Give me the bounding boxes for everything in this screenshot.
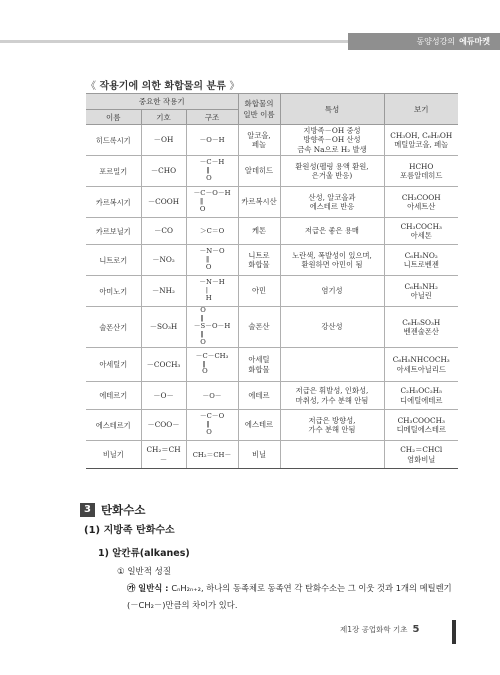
row-structure [186, 218, 238, 245]
row-example [384, 441, 458, 469]
row-structure [186, 156, 238, 187]
row-general [238, 276, 280, 307]
row-example [384, 382, 458, 410]
row-symbol-text: CH₂＝CH－ [146, 445, 181, 464]
row-general [238, 382, 280, 410]
table-row [86, 218, 458, 245]
row-general-text: 비닐 [251, 449, 267, 459]
row-property [280, 156, 384, 187]
table-row [86, 276, 458, 307]
row-example [384, 348, 458, 382]
row-name-text: 술폰산기 [99, 322, 128, 332]
row-example [384, 125, 458, 156]
row-name [86, 410, 141, 441]
row-structure-text: O ‖ －S－O－H ‖ O [193, 306, 231, 346]
row-general [238, 410, 280, 441]
subsubsection-title: 1) 알칸류(alkanes) [98, 548, 190, 559]
row-symbol [141, 441, 186, 469]
section-heading [80, 499, 146, 517]
row-symbol [141, 382, 186, 410]
row-property-text: 강산성 [321, 322, 343, 332]
row-property [280, 307, 384, 348]
row-example [384, 218, 458, 245]
row-name [86, 156, 141, 187]
row-property [280, 125, 384, 156]
paragraph-text: CₙH₂ₙ₊₂, 하나의 동족체로 동족연 각 탄화수소는 그 이웃 것과 1개의 메틸렌기 (－CH₂－)만큼의 차이가 있다. [127, 583, 452, 610]
column-header-name: 이름 [86, 110, 141, 125]
row-symbol [141, 276, 186, 307]
row-structure-text: －O－H [199, 136, 225, 145]
row-general [238, 156, 280, 187]
row-name [86, 382, 141, 410]
table-row [86, 382, 458, 410]
row-general-text: 아민 [251, 286, 267, 296]
section-title: 탄화수소 [101, 502, 146, 517]
row-structure [186, 125, 238, 156]
row-structure [186, 348, 238, 382]
row-symbol-text: －SO₃H [149, 322, 178, 332]
row-symbol-text: －COOH [147, 197, 180, 207]
row-name [86, 187, 141, 218]
row-name-text: 비닐기 [102, 450, 124, 459]
row-example-text: C₆H₅NHCOCH₃ 아세트아닐리드 [392, 355, 450, 374]
row-example-text: C₆H₅SO₃H 벤젠술폰산 [402, 317, 441, 336]
table-row [86, 307, 458, 348]
row-structure-text: －O－ [202, 391, 222, 400]
heading-title: 작용기에 의한 화합물의 분류 [99, 81, 226, 92]
row-structure [186, 410, 238, 441]
row-general-text: 알데히드 [244, 166, 274, 176]
row-general [238, 187, 280, 218]
header-tag [348, 33, 500, 50]
row-symbol [141, 156, 186, 187]
row-name-text: 에스테르기 [95, 420, 131, 430]
row-name-text: 아세틸기 [99, 360, 128, 369]
row-name [86, 218, 141, 245]
row-property [280, 410, 384, 441]
row-name [86, 307, 141, 348]
row-general-text: 카르복시산 [241, 197, 277, 207]
row-example-text: CH₃COOH 아세트산 [401, 192, 441, 211]
row-name [86, 276, 141, 307]
column-header-symbol: 기호 [141, 110, 186, 125]
row-example-text: CH₃OH, C₆H₅OH 메틸알코올, 페놀 [390, 130, 453, 149]
row-general-text: 니트로 화합물 [248, 250, 270, 269]
row-name-text: 카르복시기 [95, 197, 131, 207]
row-structure [186, 382, 238, 410]
row-structure [186, 441, 238, 469]
subsection-title: (1) 지방족 탄화수소 [84, 525, 175, 536]
row-general [238, 125, 280, 156]
row-name-text: 니트로기 [99, 255, 128, 265]
row-general-text: 알코올, 페놀 [247, 130, 271, 149]
row-structure-text: －C－H ‖ O [199, 158, 225, 182]
row-example-text: C₆H₅NH₂ 아닐린 [404, 281, 438, 300]
heading-open-mark: 《 [86, 81, 96, 92]
row-symbol-text: －CO [154, 226, 173, 236]
table-row [86, 125, 458, 156]
row-structure-text: －C－O ‖ O [199, 412, 225, 436]
row-example-text: CH₂＝CHCl 염화비닐 [400, 445, 443, 464]
row-general-text: 술폰산 [248, 322, 270, 332]
heading-close-mark: 》 [229, 81, 240, 92]
row-structure-text: －C－O－H ‖ O [193, 189, 231, 213]
row-property [280, 348, 384, 382]
row-general [238, 348, 280, 382]
row-example-text: CH₃COOCH₃ 디메틸에스테르 [396, 415, 446, 434]
section-number: 3 [80, 503, 95, 517]
row-example [384, 245, 458, 276]
row-structure-text: CH₂＝CH－ [192, 450, 232, 459]
row-name-text: 포르밀기 [99, 166, 128, 176]
row-example-text: C₂H₅OC₂H₅ 디에틸에테르 [400, 386, 443, 405]
row-structure [186, 187, 238, 218]
paragraph-lead: ㉮ 일반식 : [127, 583, 172, 593]
row-name [86, 441, 141, 469]
column-header-structure: 구조 [186, 110, 238, 125]
row-property-text: 환원성(펠링 용액 환원, 은거울 반응) [295, 161, 369, 180]
header-brand: 에듀마켓 [459, 37, 490, 46]
column-header-example: 보기 [384, 94, 458, 125]
row-structure [186, 276, 238, 307]
table-heading [86, 77, 239, 92]
row-property [280, 245, 384, 276]
header-series: 동양성강의 [416, 37, 456, 46]
row-structure-text: －N－O ‖ O [199, 247, 225, 271]
row-symbol [141, 218, 186, 245]
row-property [280, 382, 384, 410]
top-header-bar [0, 33, 500, 50]
row-example [384, 410, 458, 441]
footer-chapter: 제1장 공업화학 기초 [340, 625, 408, 634]
row-name-text: 히드록시기 [95, 135, 131, 145]
table-row [86, 410, 458, 441]
row-symbol-text: －NO₂ [152, 255, 175, 265]
table-row [86, 156, 458, 187]
table-row [86, 441, 458, 469]
row-structure-text: ＞C＝O [199, 227, 225, 236]
group-header: 중요한 작용기 [86, 94, 238, 110]
row-property-text: 염기성 [321, 286, 343, 296]
row-example-text: HCHO 포름알데히드 [400, 161, 443, 180]
row-general [238, 307, 280, 348]
row-structure [186, 307, 238, 348]
row-general [238, 218, 280, 245]
row-general-text: 케톤 [251, 226, 267, 236]
row-property-text: 지방족－OH 중성 방향족－OH 산성 금속 Na으로 H₂ 발생 [297, 126, 367, 154]
row-structure-text: －N－H | H [199, 278, 225, 302]
row-example [384, 156, 458, 187]
row-symbol-text: －OH [153, 135, 174, 145]
row-symbol-text: －O－ [153, 390, 174, 400]
row-property-text: 저급은 방향성, 가수 분해 안됨 [308, 415, 356, 434]
row-symbol [141, 348, 186, 382]
body-paragraph [127, 580, 463, 614]
row-general-text: 에테르 [248, 390, 270, 400]
page-footer [340, 624, 419, 635]
row-structure-text: －C－CH₃ ‖ O [195, 351, 229, 376]
row-structure [186, 245, 238, 276]
row-example-text: CH₃COCH₃ 아세톤 [400, 221, 442, 240]
row-name-text: 카르보닐기 [95, 226, 131, 236]
row-property-text: 저급은 좋은 용매 [305, 226, 359, 236]
table-row [86, 245, 458, 276]
row-name-text: 아미노기 [99, 286, 128, 296]
row-general-text: 아세틸 화합물 [248, 355, 270, 374]
row-property-text: 노란색, 폭발성이 있으며, 환원하면 아민이 됨 [292, 250, 372, 269]
row-symbol [141, 307, 186, 348]
row-symbol [141, 410, 186, 441]
table-row [86, 348, 458, 382]
item-title: ① 일반적 성질 [117, 567, 172, 577]
row-symbol-text: －NH₂ [152, 286, 175, 296]
row-symbol [141, 245, 186, 276]
row-property-text: 산성, 알코올과 에스테르 반응 [308, 192, 356, 211]
row-property [280, 218, 384, 245]
row-property-text: 저급은 휘발성, 인화성, 마취성, 가수 분해 안됨 [295, 386, 369, 405]
row-property [280, 441, 384, 469]
row-name [86, 245, 141, 276]
row-general [238, 441, 280, 469]
row-example [384, 276, 458, 307]
functional-group-table [86, 93, 458, 469]
row-name [86, 125, 141, 156]
row-symbol [141, 187, 186, 218]
column-header-property: 특성 [280, 94, 384, 125]
row-example [384, 187, 458, 218]
table-row [86, 187, 458, 218]
row-symbol-text: －COO－ [147, 420, 180, 430]
row-name-text: 에테르기 [99, 391, 128, 400]
page-number: 5 [412, 624, 420, 635]
row-general-text: 에스테르 [244, 420, 274, 430]
footer-rule [452, 620, 456, 644]
row-general [238, 245, 280, 276]
row-property [280, 276, 384, 307]
column-header-general: 화합물의 일반 이름 [238, 94, 280, 125]
row-property [280, 187, 384, 218]
row-name [86, 348, 141, 382]
row-symbol-text: －COCH₃ [146, 359, 181, 369]
row-example-text: C₆H₅NO₂ 니트로벤젠 [403, 250, 439, 269]
row-example [384, 307, 458, 348]
row-symbol [141, 125, 186, 156]
row-symbol-text: －CHO [150, 166, 177, 176]
